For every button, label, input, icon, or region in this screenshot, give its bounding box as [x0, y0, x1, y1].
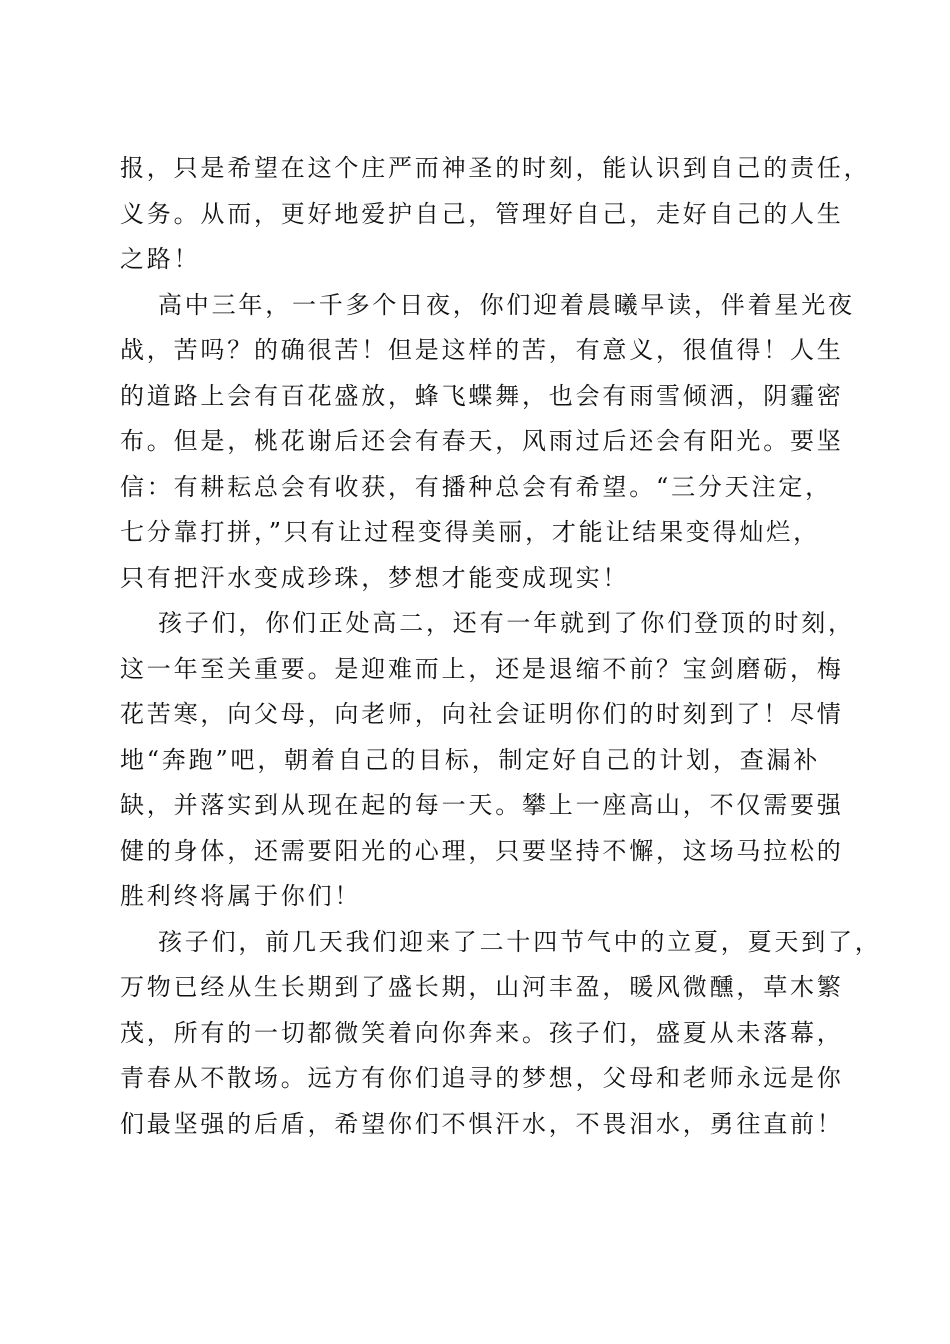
text-line: 缺，并落实到从现在起的每一天。攀上一座高山，不仅需要强 — [120, 791, 844, 819]
text-line: 布。但是，桃花谢后还会有春天，风雨过后还会有阳光。要坚 — [120, 427, 844, 455]
text-line: 青春从不散场。远方有你们追寻的梦想，父母和老师永远是你 — [120, 1064, 844, 1092]
text-line: 健的身体，还需要阳光的心理，只要坚持不懈，这场马拉松的 — [120, 836, 844, 865]
text-line: 战，苦吗？的确很苦！但是这样的苦，有意义，很值得！人生 — [120, 336, 844, 364]
text-line: 只有把汗水变成珍珠，梦想才能变成现实！ — [120, 563, 630, 592]
text-line: 万物已经从生长期到了盛长期，山河丰盈，暖风微醺，草木繁 — [120, 973, 844, 1001]
text-line: 报，只是希望在这个庄严而神圣的时刻，能认识到自己的责任， — [120, 154, 871, 182]
text-line: 的道路上会有百花盛放，蜂飞蝶舞，也会有雨雪倾洒，阴霾密 — [120, 381, 844, 410]
text-line: 胜利终将属于你们！ — [120, 882, 362, 910]
text-line: 地“奔跑”吧，朝着自己的目标，制定好自己的计划，查漏补 — [120, 745, 821, 774]
paragraph-start-line: 孩子们，你们正处高二，还有一年就到了你们登顶的时刻， — [158, 609, 855, 637]
text-line: 们最坚强的后盾，希望你们不惧汗水，不畏泪水，勇往直前！ — [120, 1109, 844, 1138]
paragraph-start-line: 高中三年，一千多个日夜，你们迎着晨曦早读，伴着星光夜 — [158, 290, 855, 319]
body-text — [120, 146, 882, 1147]
text-line: 信：有耕耘总会有收获，有播种总会有希望。“三分天注定， — [120, 472, 832, 501]
text-line: 义务。从而，更好地爱护自己，管理好自己，走好自己的人生 — [120, 199, 844, 228]
text-line: 这一年至关重要。是迎难而上，还是退缩不前？宝剑磨砺，梅 — [120, 654, 844, 683]
text-line: 茂，所有的一切都微笑着向你奔来。孩子们，盛夏从未落幕， — [120, 1018, 844, 1047]
text-line: 七分靠打拼，”只有让过程变得美丽，才能让结果变得灿烂， — [120, 518, 820, 546]
text-line: 花苦寒，向父母，向老师，向社会证明你们的时刻到了！尽情 — [120, 700, 844, 728]
paragraph-start-line: 孩子们，前几天我们迎来了二十四节气中的立夏，夏天到了， — [158, 927, 882, 956]
text-line: 之路！ — [120, 245, 201, 273]
